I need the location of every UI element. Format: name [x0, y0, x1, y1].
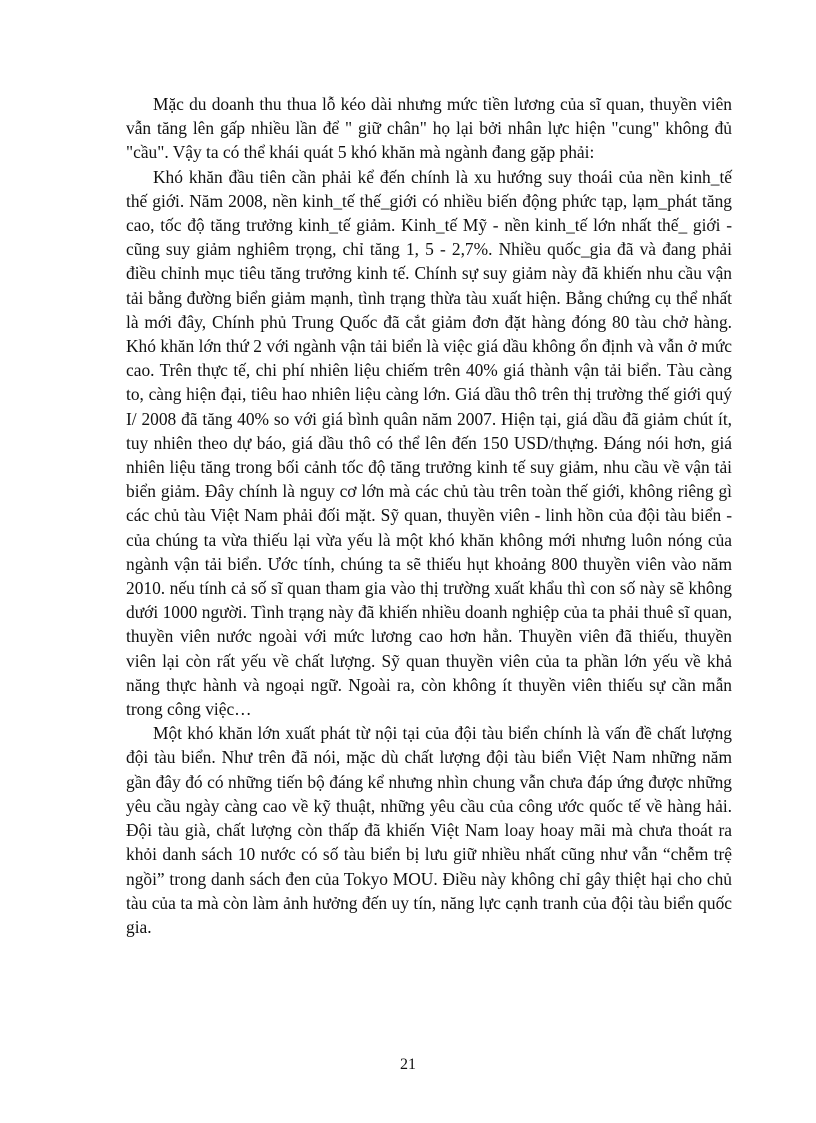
- document-body: [126, 92, 732, 939]
- paragraph-salary: Mặc du doanh thu thua lỗ kéo dài nhưng mức tiền lương của sĩ quan, thuyền viên vẫn tăng lên gấp nhiều lần để " giữ chân" họ lại bởi nhân lực hiện "cung" không đủ "cầu". Vậy ta có thể khái quát 5 khó khăn mà ngành đang gặp phải:: [126, 94, 732, 163]
- paragraph-fleet-quality: Một khó khăn lớn xuất phát từ nội tại của đội tàu biển chính là vấn đề chất lượng đội tàu biển. Như trên đã nói, mặc dù chất lượng đội tàu biển Việt Nam những năm gần đây đó có những tiến bộ đáng kể nhưng nhìn chung vẫn chưa đáp ứng được những yêu cầu ngày càng cao về kỹ thuật, những yêu cầu của công ước quốc tế về hàng hải. Đội tàu già, chất lượng còn thấp đã khiến Việt Nam loay hoay mãi mà chưa thoát ra khỏi danh sách 10 nước có số tàu biển bị lưu giữ nhiều nhất cũng như vẫn “chễm trệ ngồi” trong danh sách đen của Tokyo MOU. Điều này không chỉ gây thiệt hại cho chủ tàu của ta mà còn làm ảnh hưởng đến uy tín, năng lực cạnh tranh của đội tàu biển quốc gia.: [126, 723, 732, 937]
- paragraph-difficulties: Khó khăn đầu tiên cần phải kể đến chính là xu hướng suy thoái của nền kinh_tế thế giới. Năm 2008, nền kinh_tế thế_giới có nhiều biến động phức tạp, lạm_phát tăng cao, tốc độ tăng trưởng kinh_tế giảm. Kinh_tế Mỹ - nền kinh_tế lớn nhất thế_ giới - cũng suy giảm nghiêm trọng, chỉ tăng 1, 5 - 2,7%. Nhiều quốc_gia đã và đang phải điều chỉnh mục tiêu tăng trưởng kinh tế. Chính sự suy giảm này đã khiến nhu cầu vận tải bằng đường biển giảm mạnh, tình trạng thừa tàu xuất hiện. Bằng chứng cụ thể nhất là mới đây, Chính phủ Trung Quốc đã cắt giảm đơn đặt hàng đóng 80 tàu chở hàng. Khó khăn lớn thứ 2 với ngành vận tải biển là việc giá dầu không ổn định và vẫn ở mức cao. Trên thực tế, chi phí nhiên liệu chiếm trên 40% giá thành vận tải biển. Tàu càng to, càng hiện đại, tiêu hao nhiên liệu càng lớn. Giá dầu thô trên thị trường thế giới quý I/ 2008 đã tăng 40% so với giá bình quân năm 2007. Hiện tại, giá dầu đã giảm chút ít, tuy nhiên theo dự báo, giá dầu thô có thể lên đến 150 USD/thựng. Đáng nói hơn, giá nhiên liệu tăng trong bối cảnh tốc độ tăng trưởng kinh tế suy giảm, nhu cầu về vận tải biển giảm. Đây chính là nguy cơ lớn mà các chủ tàu trên toàn thế giới, không riêng gì các chủ tàu Việt Nam phải đối mặt. Sỹ quan, thuyền viên - linh hồn của đội tàu biển - của chúng ta vừa thiếu lại vừa yếu là một khó khăn không mới nhưng luôn nóng của ngành vận tải biển. Ước tính, chúng ta sẽ thiếu hụt khoảng 800 thuyền viên vào năm 2010. nếu tính cả số sĩ quan tham gia vào thị trường xuất khẩu thì con số này sẽ không dưới 1000 người. Tình trạng này đã khiến nhiều doanh nghiệp của ta phải thuê sĩ quan, thuyền viên nước ngoài với mức lương cao hơn hẳn. Thuyền viên đã thiếu, thuyền viên lại còn rất yếu về chất lượng. Sỹ quan thuyền viên của ta phần lớn yếu về khả năng thực hành và ngoại ngữ. Ngoài ra, còn không ít thuyền viên thiếu sự cần mẫn trong công việc…: [126, 166, 732, 720]
- page-number: 21: [400, 1056, 416, 1073]
